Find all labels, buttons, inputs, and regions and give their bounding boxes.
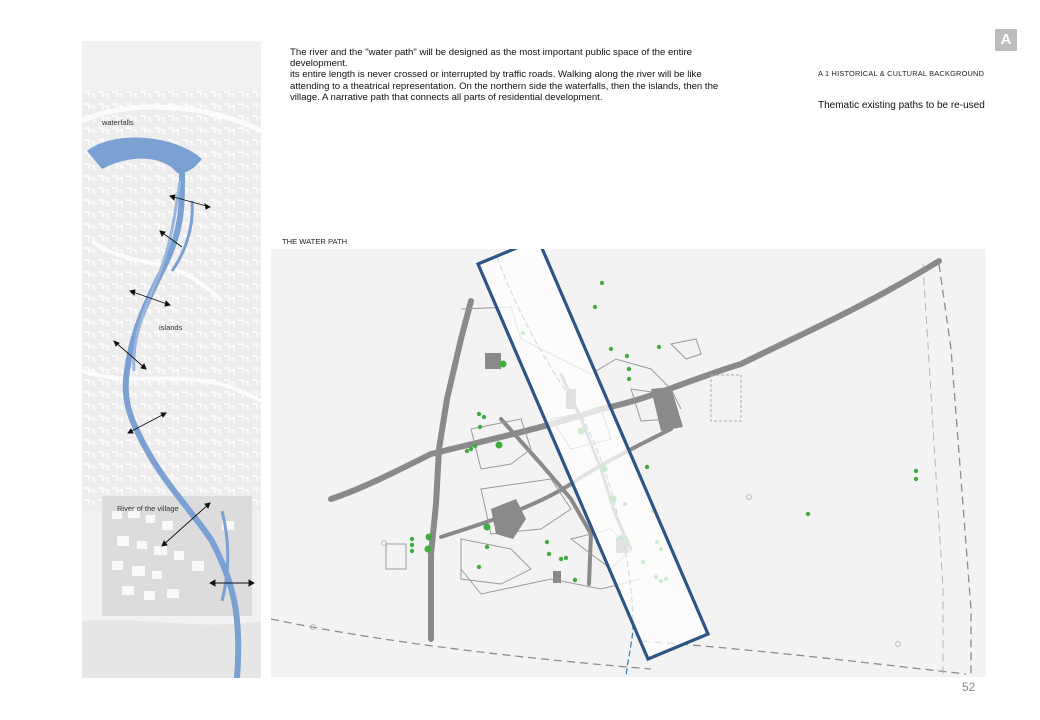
section-badge: A (995, 29, 1017, 51)
label-islands: islands (159, 323, 183, 332)
thematic-caption: Thematic existing paths to be re-used (818, 100, 985, 111)
water-path-title: THE WATER PATH (282, 237, 348, 246)
page-number: 52 (962, 680, 976, 694)
aerial-river-map (82, 41, 261, 678)
water-path-map (271, 249, 986, 677)
intro-paragraph-1: The river and the "water path" will be designed as the most important public space of the entire development. (290, 47, 692, 70)
intro-text (290, 47, 720, 103)
label-river-village: River of the village (117, 504, 179, 513)
intro-paragraph-2: its entire length is never crossed or interrupted by traffic roads. Walking along the river will be like attending to a theatrical representation. On the northern side the waterfalls, then the islands, then the village. A narrative path that connects all parts of residential development. (290, 69, 719, 103)
label-waterfalls: waterfalls (102, 118, 134, 127)
section-label: A 1 HISTORICAL & CULTURAL BACKGROUND (818, 69, 985, 78)
